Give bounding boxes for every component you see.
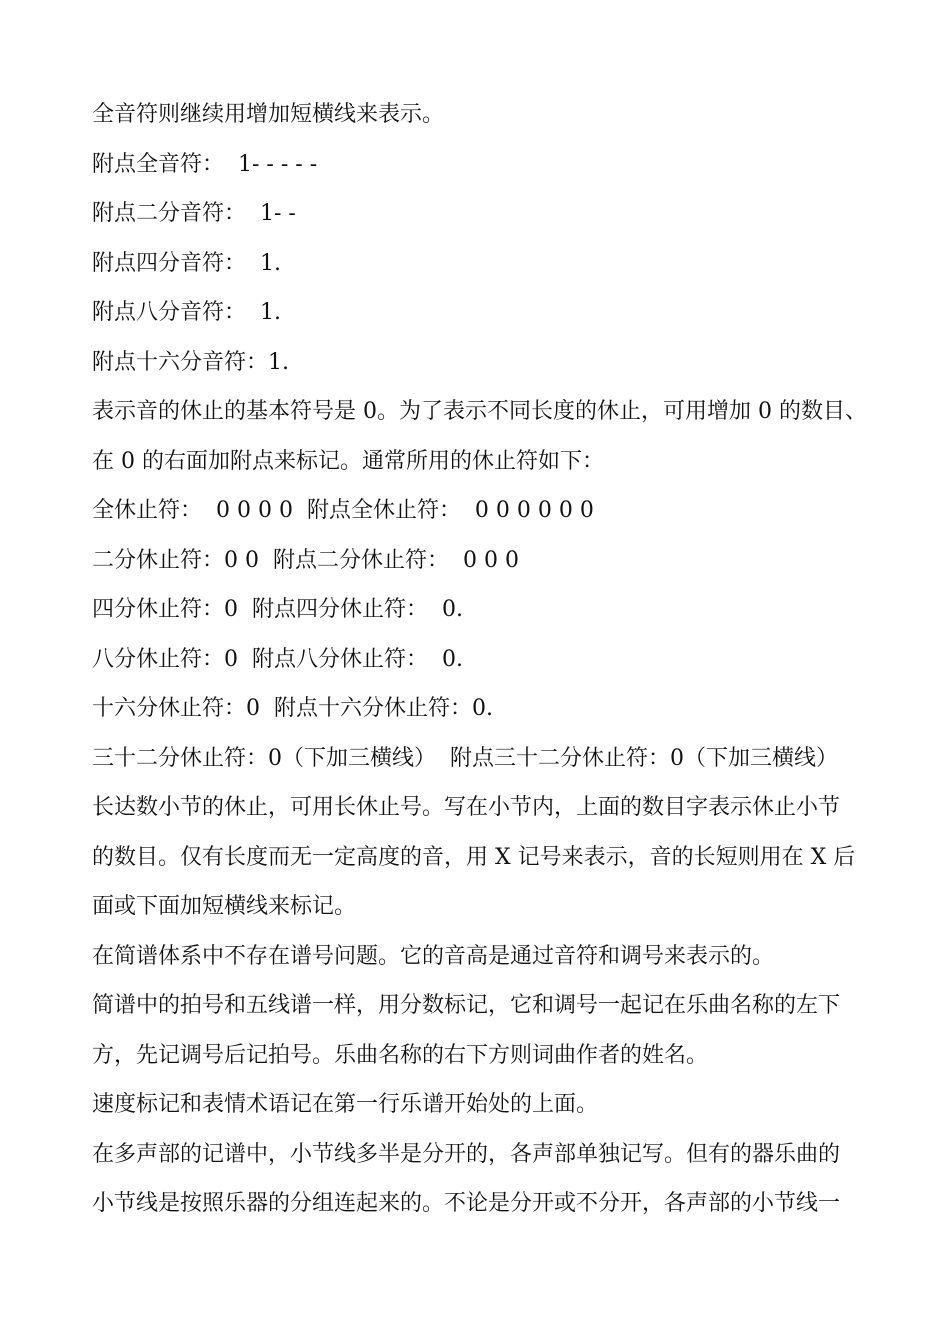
text-line: 全音符则继续用增加短横线来表示。: [92, 102, 445, 127]
text-line: 全休止符： 0 0 0 0 附点全休止符： 0 0 0 0 0 0: [92, 498, 594, 523]
text-line: 面或下面加短横线来标记。: [92, 894, 357, 919]
text-line: 四分休止符：0 附点四分休止符： 0.: [92, 597, 463, 622]
text-line: 附点十六分音符：1.: [92, 349, 289, 375]
text-line: 在 0 的右面加附点来标记。通常所用的休止符如下：: [92, 448, 604, 474]
text-line: 表示音的休止的基本符号是 0。为了表示不同长度的休止，可用增加 0 的数目、: [92, 399, 867, 424]
text-line: 附点八分音符： 1.: [92, 300, 281, 325]
text-line: 长达数小节的休止，可用长休止号。写在小节内，上面的数目字表示休止小节: [92, 795, 841, 820]
text-line: 三十二分休止符：0（下加三横线） 附点三十二分休止符：0（下加三横线）: [92, 745, 838, 771]
text-line: 八分休止符：0 附点八分休止符： 0.: [92, 646, 463, 672]
text-line: 附点四分音符： 1.: [92, 250, 281, 276]
body-text: [92, 90, 867, 1229]
text-line: 小节线是按照乐器的分组连起来的。不论是分开或不分开，各声部的小节线一: [92, 1191, 841, 1216]
text-line: 二分休止符：0 0 附点二分休止符： 0 0 0: [92, 547, 519, 573]
text-line: 的数目。仅有长度而无一定高度的音，用 X 记号来表示，音的长短则用在 X 后: [92, 844, 856, 870]
text-line: 在多声部的记谱中，小节线多半是分开的，各声部单独记写。但有的器乐曲的: [92, 1141, 841, 1167]
text-line: 速度标记和表情术语记在第一行乐谱开始处的上面。: [92, 1092, 599, 1117]
text-line: 十六分休止符：0 附点十六分休止符：0.: [92, 696, 493, 721]
text-line: 在简谱体系中不存在谱号问题。它的音高是通过音符和调号来表示的。: [92, 943, 775, 969]
text-line: 附点全音符： 1- - - - -: [92, 151, 318, 177]
text-line: 附点二分音符： 1- -: [92, 201, 296, 226]
text-line: 方，先记调号后记拍号。乐曲名称的右下方则词曲作者的姓名。: [92, 1042, 709, 1068]
text-line: 简谱中的拍号和五线谱一样，用分数标记，它和调号一起记在乐曲名称的左下: [92, 993, 841, 1018]
